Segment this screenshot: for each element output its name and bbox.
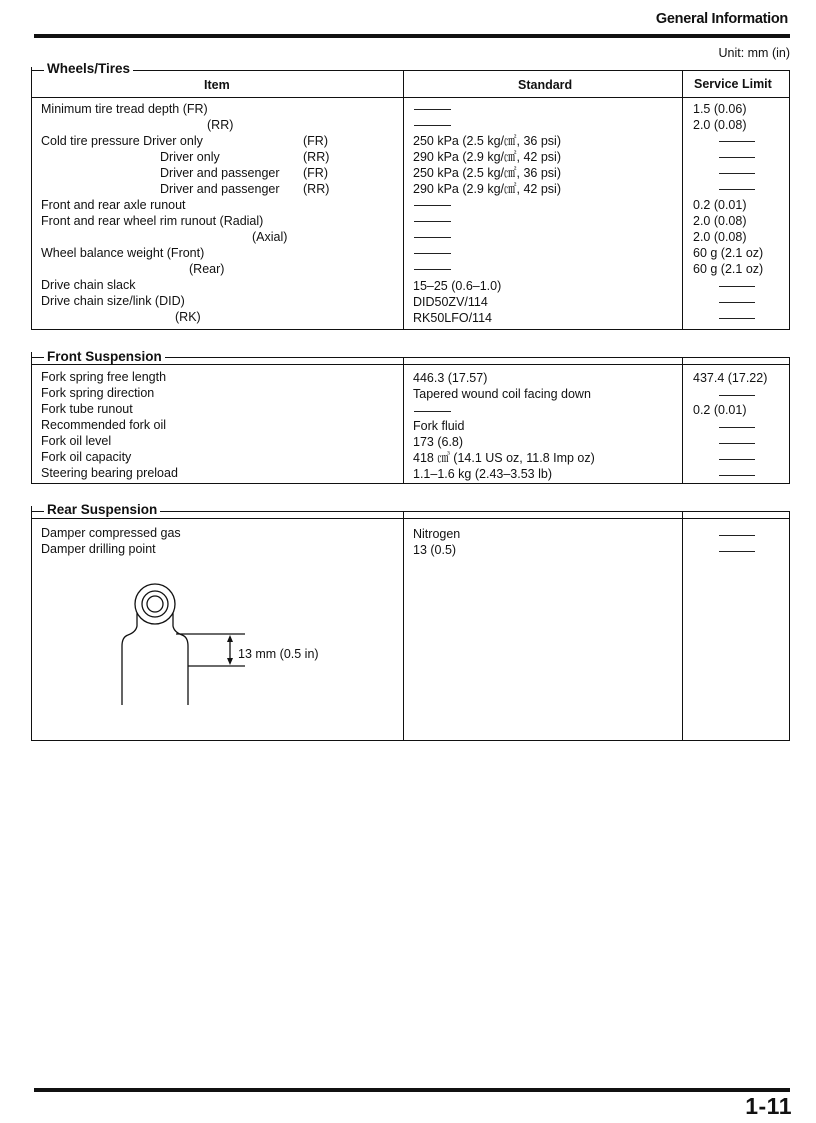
item-line: Recommended fork oil [41,418,167,432]
item-line: Fork spring free length [41,370,167,384]
standard-value: Fork fluid [413,419,465,433]
wheels-corner-tick [31,67,32,72]
item-line: Drive chain size/link (DID) [41,294,185,308]
empty-dash [719,173,755,174]
wheels-col-divider-2 [682,70,683,330]
limit-value: 0.2 (0.01) [693,198,747,212]
standard-value: 290 kPa (2.9 kg/㎠, 42 psi) [413,150,561,164]
limit-value: 0.2 (0.01) [693,403,747,417]
rear-col-divider-1 [403,511,404,741]
empty-dash [414,411,451,412]
item-line: Fork oil level [41,434,112,448]
wheels-title: Wheels/Tires [44,61,133,77]
unit-note: Unit: mm (in) [718,46,790,60]
limit-value: 2.0 (0.08) [693,118,747,132]
rear-suspension-title: Rear Suspension [44,502,160,518]
damper-eye-inner [147,596,163,612]
limit-value: 60 g (2.1 oz) [693,262,764,276]
item-line: (Axial) [252,230,288,244]
position-label: (FR) [303,166,328,180]
item-line: Wheel balance weight (Front) [41,246,205,260]
empty-dash [414,205,451,206]
item-line: Fork oil capacity [41,450,132,464]
damper-eye-middle [142,591,168,617]
item-line: Fork tube runout [41,402,133,416]
rear-corner-tick [31,506,32,512]
empty-dash [719,427,755,428]
empty-dash [414,221,451,222]
item-line: Front and rear axle runout [41,198,186,212]
standard-value: 418 ㎤ (14.1 US oz, 11.8 Imp oz) [413,451,595,465]
empty-dash [719,141,755,142]
empty-dash [719,157,755,158]
wheels-col-divider-1 [403,70,404,330]
empty-dash [719,459,755,460]
front-col-divider-1 [403,357,404,484]
standard-value: 250 kPa (2.5 kg/㎠, 36 psi) [413,166,561,180]
col-header-service-limit: Service Limit [694,77,772,91]
item-line: Front and rear wheel rim runout (Radial) [41,214,264,228]
empty-dash [719,189,755,190]
empty-dash [719,395,755,396]
item-line: Fork spring direction [41,386,155,400]
empty-dash [414,237,451,238]
empty-dash [414,253,451,254]
standard-value: Tapered wound coil facing down [413,387,591,401]
empty-dash [719,475,755,476]
section-title: General Information [655,11,788,27]
front-suspension-title: Front Suspension [44,349,165,365]
standard-value: RK50LFO/114 [413,311,492,325]
damper-eye-outer [135,584,175,624]
standard-value: Nitrogen [413,527,461,541]
empty-dash [719,551,755,552]
standard-value: 173 (6.8) [413,435,464,449]
limit-value: 60 g (2.1 oz) [693,246,764,260]
front-header-rule [31,364,790,365]
dimension-arrow-up [227,635,233,642]
limit-value: 437.4 (17.22) [693,371,768,385]
standard-value: 446.3 (17.57) [413,371,488,385]
item-line: Driver only [160,150,220,164]
position-label: (FR) [303,134,328,148]
item-line: Drive chain slack [41,278,136,292]
limit-value: 2.0 (0.08) [693,230,747,244]
item-line: (RK) [175,310,201,324]
dimension-arrow-down [227,658,233,665]
standard-value: 250 kPa (2.5 kg/㎠, 36 psi) [413,134,561,148]
item-line: Driver and passenger [160,166,280,180]
page-number: 1-11 [745,1093,792,1119]
item-line: Damper drilling point [41,542,156,556]
damper-body-left [122,613,137,705]
position-label: (RR) [303,150,330,164]
standard-value: 290 kPa (2.9 kg/㎠, 42 psi) [413,182,561,196]
empty-dash [414,109,451,110]
standard-value: 15–25 (0.6–1.0) [413,279,502,293]
empty-dash [719,286,755,287]
front-corner-tick [31,352,32,358]
limit-value: 2.0 (0.08) [693,214,747,228]
item-line: (RR) [207,118,234,132]
rear-col-divider-2 [682,511,683,741]
wheels-header-rule [31,97,790,98]
item-line: Driver and passenger [160,182,280,196]
item-line: Damper compressed gas [41,526,181,540]
standard-value: 13 (0.5) [413,543,457,557]
col-header-standard: Standard [518,78,573,92]
front-col-divider-2 [682,357,683,484]
damper-drilling-diagram [110,580,350,710]
item-line: (Rear) [189,262,225,276]
position-label: (RR) [303,182,330,196]
empty-dash [414,125,451,126]
top-rule [34,34,790,38]
item-line: Steering bearing preload [41,466,178,480]
standard-value: DID50ZV/114 [413,295,488,309]
diagram-dimension-label: 13 mm (0.5 in) [238,647,319,661]
empty-dash [719,443,755,444]
empty-dash [719,318,755,319]
item-line: Cold tire pressure Driver only [41,134,203,148]
empty-dash [414,269,451,270]
limit-value: 1.5 (0.06) [693,102,747,116]
bottom-rule [34,1088,790,1092]
empty-dash [719,302,755,303]
standard-value: 1.1–1.6 kg (2.43–3.53 lb) [413,467,552,481]
damper-body-right [173,613,188,705]
empty-dash [719,535,755,536]
col-header-item: Item [204,78,230,92]
item-line: Minimum tire tread depth (FR) [41,102,208,116]
rear-header-rule [31,518,790,519]
